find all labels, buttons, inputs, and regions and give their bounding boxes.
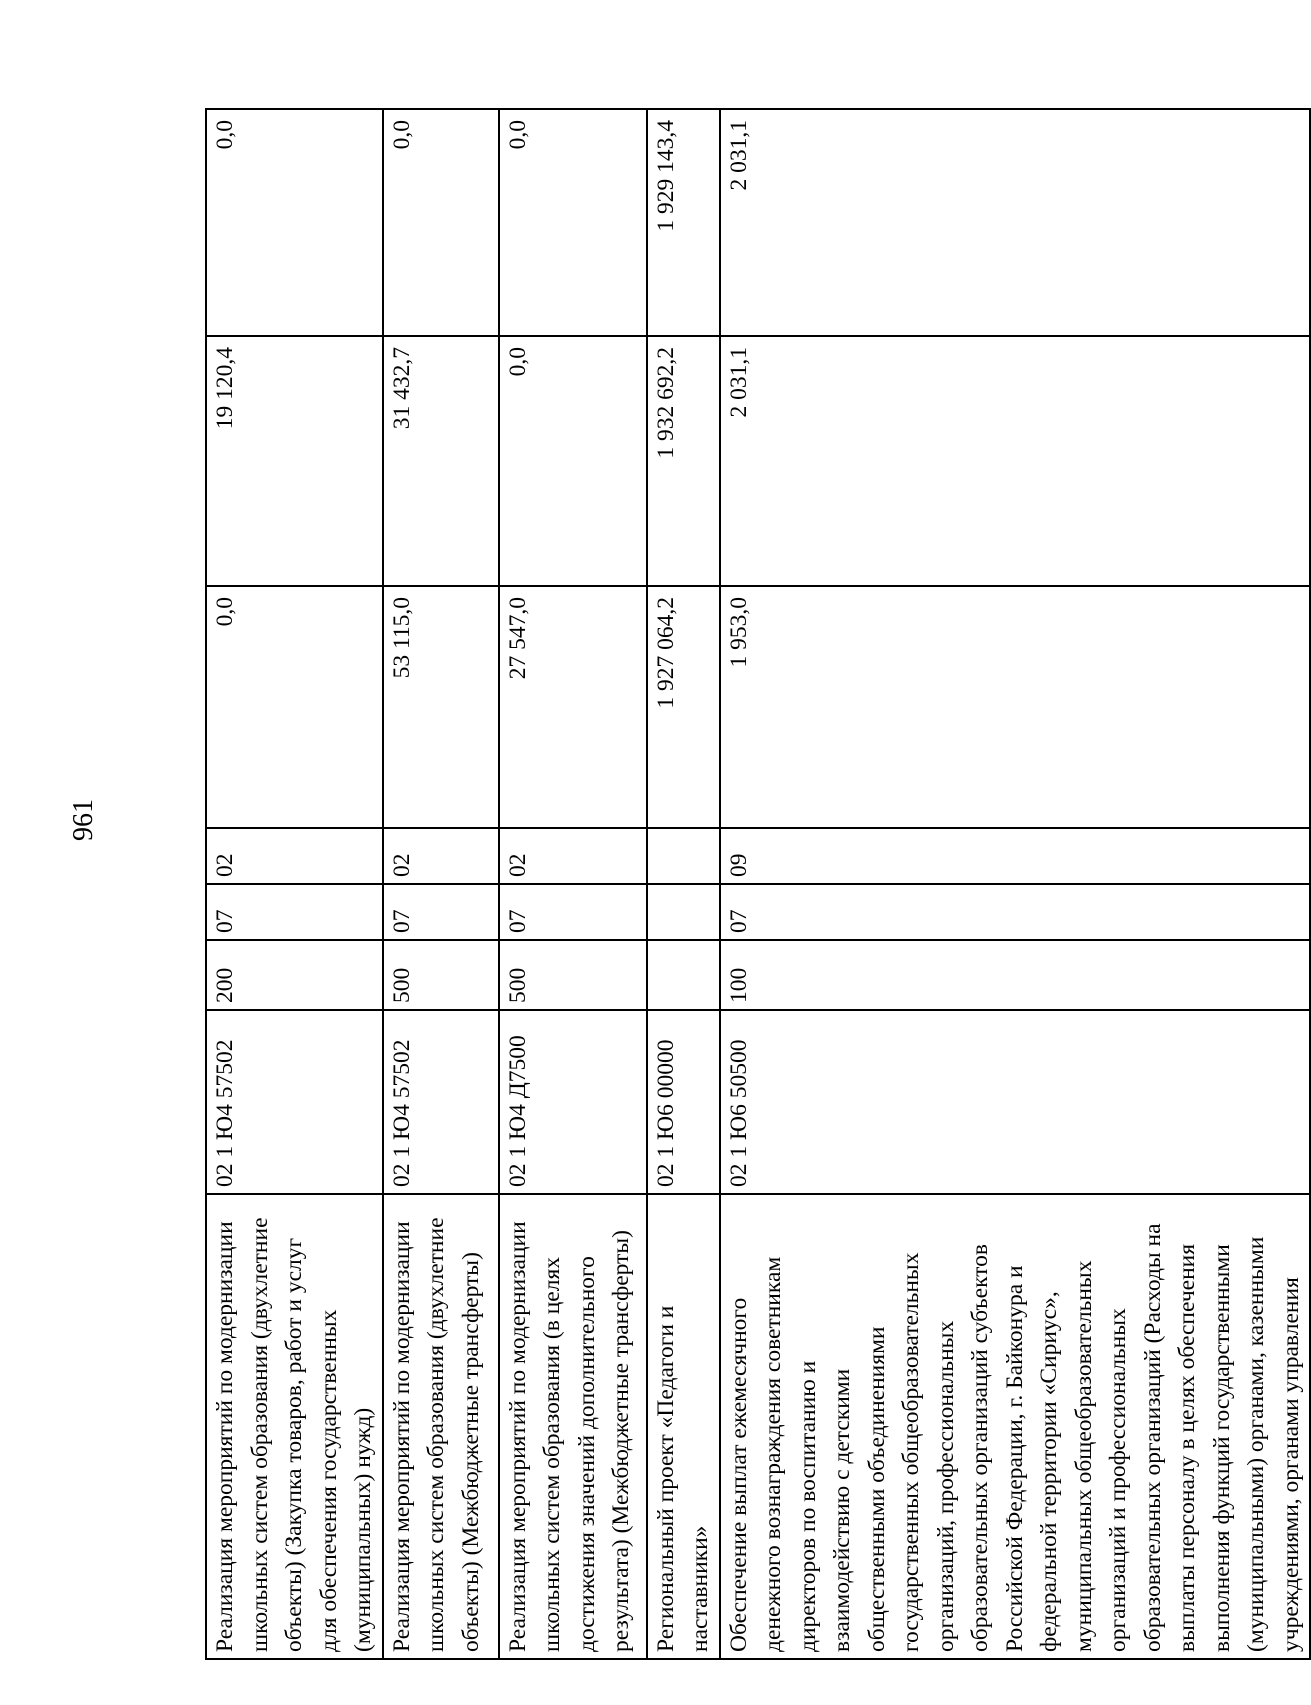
row-section: 07 bbox=[499, 884, 647, 940]
row-section: 07 bbox=[383, 884, 499, 940]
row-description: Региональный проект «Педагоги и наставники» bbox=[647, 1194, 720, 1659]
row-target-code: 02 1 Ю4 57502 bbox=[206, 1010, 383, 1194]
budget-table-rotated bbox=[205, 110, 1304, 1660]
row-section: 07 bbox=[720, 884, 1311, 940]
row-expense-type: 100 bbox=[720, 940, 1311, 1010]
row-target-code: 02 1 Ю6 00000 bbox=[647, 1010, 720, 1194]
row-subsection: 02 bbox=[499, 828, 647, 884]
table-row bbox=[647, 109, 720, 1659]
row-section bbox=[647, 884, 720, 940]
row-amount-year3: 0,0 bbox=[499, 109, 647, 336]
row-amount-year1: 1 953,0 bbox=[720, 586, 1311, 828]
row-amount-year1: 53 115,0 bbox=[383, 586, 499, 828]
row-subsection: 02 bbox=[206, 828, 383, 884]
table-row bbox=[720, 109, 1311, 1659]
row-expense-type: 500 bbox=[499, 940, 647, 1010]
row-amount-year3: 2 031,1 bbox=[720, 109, 1311, 336]
row-amount-year3: 1 929 143,4 bbox=[647, 109, 720, 336]
table-row bbox=[383, 109, 499, 1659]
row-amount-year2: 0,0 bbox=[499, 336, 647, 586]
row-target-code: 02 1 Ю4 Д7500 bbox=[499, 1010, 647, 1194]
row-expense-type: 200 bbox=[206, 940, 383, 1010]
row-amount-year1: 1 927 064,2 bbox=[647, 586, 720, 828]
row-subsection: 02 bbox=[383, 828, 499, 884]
row-description: Реализация мероприятий по модернизации школьных систем образования (двухлетние объекты) (Межбюджетные трансферты) bbox=[383, 1194, 499, 1659]
row-subsection bbox=[647, 828, 720, 884]
row-description: Реализация мероприятий по модернизации школьных систем образования (в целях достижения значений дополнительного результата) (Межбюджетные трансферты) bbox=[499, 1194, 647, 1659]
row-expense-type bbox=[647, 940, 720, 1010]
page-number: 961 bbox=[68, 799, 99, 841]
budget-table-container bbox=[205, 110, 1304, 1660]
row-target-code: 02 1 Ю6 50500 bbox=[720, 1010, 1311, 1194]
row-amount-year3: 0,0 bbox=[206, 109, 383, 336]
row-amount-year2: 2 031,1 bbox=[720, 336, 1311, 586]
row-subsection: 09 bbox=[720, 828, 1311, 884]
row-description: Реализация мероприятий по модернизации школьных систем образования (двухлетние объекты) (Закупка товаров, работ и услуг для обеспечения государственных (муниципальных) нужд) bbox=[206, 1194, 383, 1659]
row-target-code: 02 1 Ю4 57502 bbox=[383, 1010, 499, 1194]
budget-table bbox=[205, 108, 1311, 1660]
table-row bbox=[206, 109, 383, 1659]
row-amount-year1: 0,0 bbox=[206, 586, 383, 828]
row-amount-year2: 1 932 692,2 bbox=[647, 336, 720, 586]
row-amount-year2: 19 120,4 bbox=[206, 336, 383, 586]
row-description: Обеспечение выплат ежемесячного денежного вознаграждения советникам директоров по воспитанию и взаимодействию с детскими общественными объединениями государственных общеобразовательных организаций, профессиональных образовательных организаций субъектов Российской Федерации, г. Байконура и федеральной территории «Сириус», муниципальных общеобразовательных организаций и профессиональных образовательных организаций (Расходы на выплаты персоналу в целях обеспечения выполнения функций государственными (муниципальными) органами, казенными учреждениями, органами управления bbox=[720, 1194, 1311, 1659]
row-section: 07 bbox=[206, 884, 383, 940]
table-row bbox=[499, 109, 647, 1659]
row-expense-type: 500 bbox=[383, 940, 499, 1010]
row-amount-year2: 31 432,7 bbox=[383, 336, 499, 586]
row-amount-year3: 0,0 bbox=[383, 109, 499, 336]
row-amount-year1: 27 547,0 bbox=[499, 586, 647, 828]
